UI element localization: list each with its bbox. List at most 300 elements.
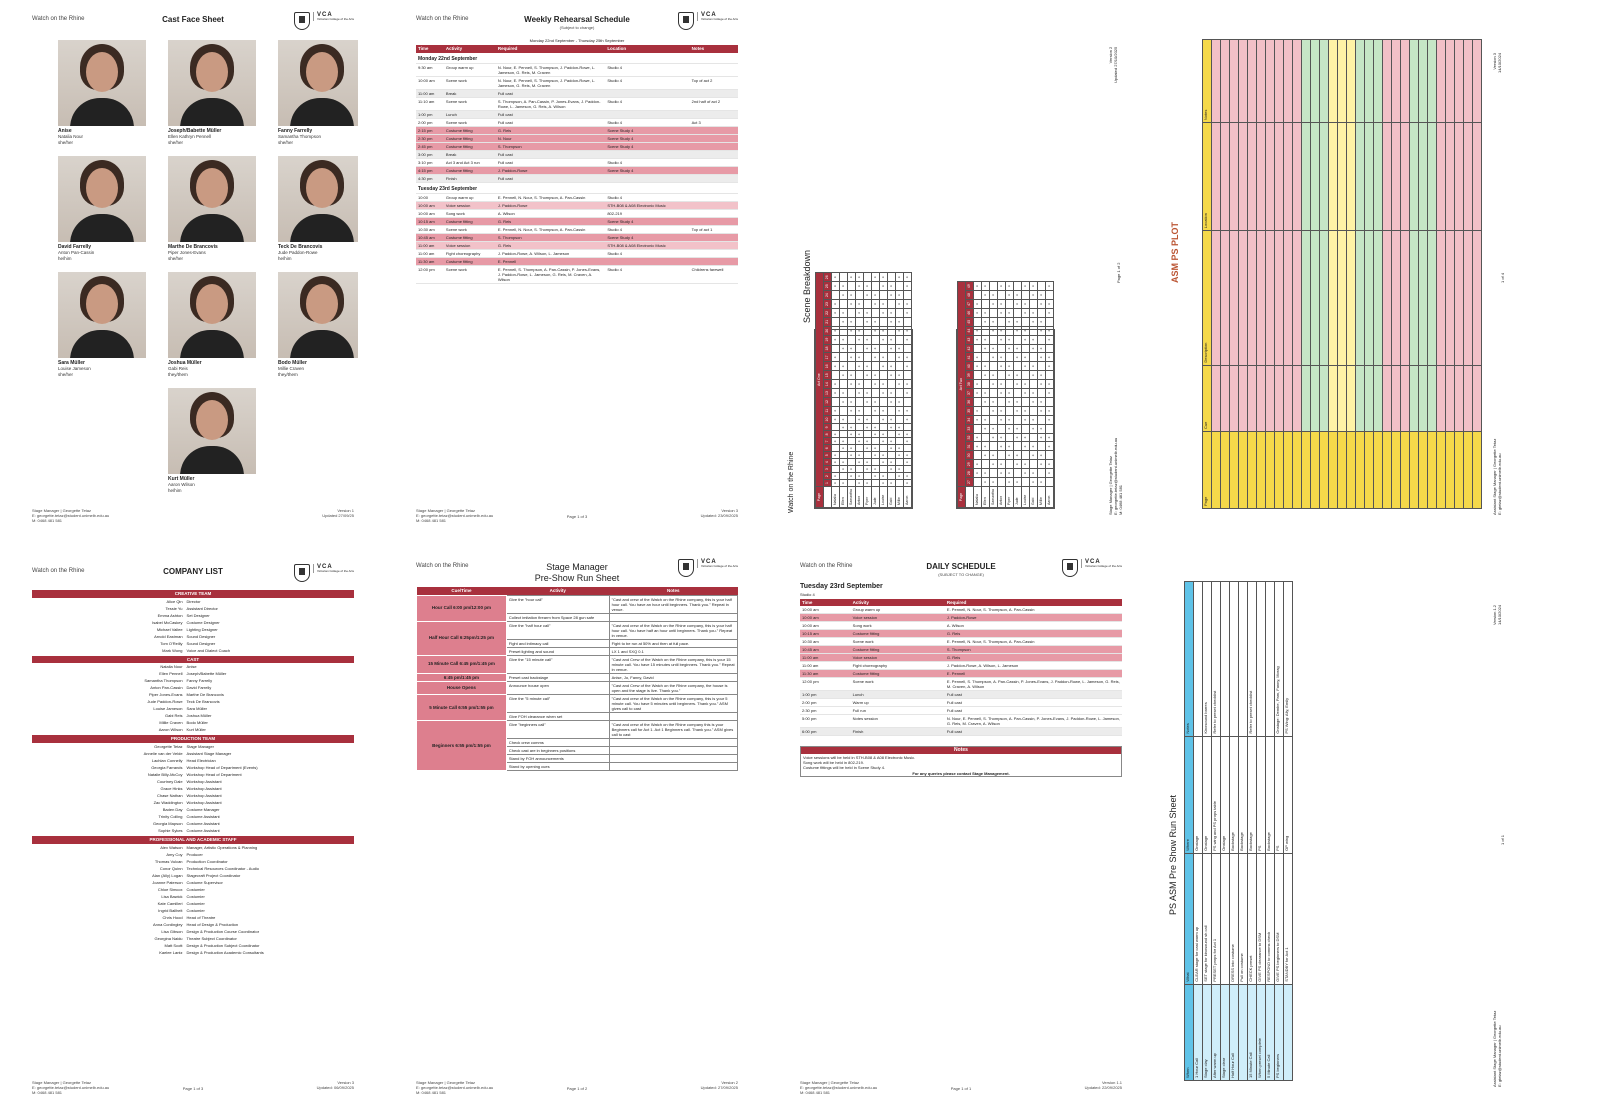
cast-name: Samantha <box>990 487 998 508</box>
table-cell: Scene Study 4 <box>605 126 689 134</box>
notes-cell: "Cast and crew of the Watch on the Rhine company, this is your half hour call. You have an hour until beginners. Thank you." Repeat in venue. <box>609 595 737 613</box>
table-cell: J. Paddon-Rowe <box>496 202 605 210</box>
scene-mark: x <box>888 317 896 326</box>
table-row <box>1329 40 1338 509</box>
table-cell: Scene Study 4 <box>605 134 689 142</box>
scene-mark: x <box>832 473 840 480</box>
scene-mark <box>864 406 872 415</box>
person-role: Head of Design & Production <box>186 921 239 927</box>
list-item <box>32 900 354 907</box>
person-name: Ellen Pennell <box>159 671 183 677</box>
pronouns: she/her <box>168 139 184 145</box>
scene-mark <box>896 362 904 371</box>
scene-row <box>1014 282 1022 508</box>
column-header: Page <box>1203 431 1212 508</box>
scene-mark <box>880 424 888 431</box>
table-cell: Song work <box>851 622 945 630</box>
person-name: Lachlan Connelly <box>151 757 183 763</box>
table-cell: Costume fitting <box>851 646 945 654</box>
scene-mark: x <box>832 415 840 424</box>
notes-cell <box>609 763 737 771</box>
cast-name: Anton <box>856 487 864 508</box>
scene-mark <box>856 398 864 407</box>
scene-mark: x <box>990 291 998 300</box>
scene-mark: x <box>872 353 880 362</box>
scene-mark <box>848 335 856 344</box>
table-cell <box>1302 123 1311 231</box>
table-cell: Act 3 <box>690 118 738 126</box>
scene-mark: x <box>904 353 912 362</box>
table-row <box>1266 40 1275 509</box>
scene-mark: x <box>880 326 888 335</box>
table-cell <box>1410 40 1419 123</box>
table-cell <box>1464 123 1473 231</box>
scene-mark: x <box>888 459 896 466</box>
table-row <box>1221 40 1230 509</box>
scene-mark: x <box>848 445 856 452</box>
scene-mark: x <box>856 308 864 317</box>
scene-mark: x <box>1014 451 1022 460</box>
scene-mark: x <box>1030 397 1038 406</box>
table-cell <box>1257 40 1266 123</box>
page-number: 44 <box>966 326 974 335</box>
scene-mark: x <box>1022 282 1030 291</box>
scene-mark: x <box>888 424 896 431</box>
table-row <box>1257 582 1266 1081</box>
scene-row <box>888 273 896 508</box>
table-cell <box>1419 431 1428 508</box>
scene-mark <box>982 460 990 469</box>
scene-mark <box>1006 326 1014 335</box>
table-row <box>800 606 1122 614</box>
table-cell <box>1239 40 1248 123</box>
table-cell: E. Pennell, N. Nour, S. Thompson, A. Pan-Cassin <box>945 606 1122 614</box>
scene-mark: x <box>856 389 864 398</box>
table-cell: 10:00 am <box>416 76 444 89</box>
scene-mark <box>998 424 1006 433</box>
table-cell <box>690 174 738 182</box>
table-cell <box>1212 365 1221 431</box>
table-cell: Childrens farewell <box>690 266 738 284</box>
scene-mark: x <box>974 389 982 398</box>
table-cell: G. Reis <box>945 654 1122 662</box>
scene-mark: x <box>1030 308 1038 317</box>
person-name: Kaelee Lantz <box>159 949 183 955</box>
table-cell <box>690 250 738 258</box>
scene-mark <box>1038 469 1046 478</box>
cast-name: Millie <box>1038 487 1046 508</box>
scene-mark: x <box>896 300 904 309</box>
cast-name: Aaron <box>904 487 912 508</box>
table-row <box>800 662 1122 670</box>
table-cell <box>1248 365 1257 431</box>
page-number: 5 <box>824 452 832 459</box>
person-role: Head of Theatre <box>186 914 216 920</box>
table-row <box>416 234 738 242</box>
table-cell <box>1410 431 1419 508</box>
scene-mark <box>888 273 896 282</box>
table-cell <box>1401 365 1410 431</box>
table-cell: 10:00 am <box>800 606 851 614</box>
person-name: Isabel McCaskey <box>152 619 183 625</box>
table-row <box>800 678 1122 691</box>
table-cell: 11:30 am <box>416 258 444 266</box>
scene-mark: x <box>888 308 896 317</box>
scene-mark: x <box>974 380 982 389</box>
footer-contact: Stage Manager | Georgette Tetaz E: georgette.tetaz@student.unimelb.edu.au M: 0468 481 581 <box>800 1080 878 1095</box>
person-name: Georgia Farrands <box>151 764 183 770</box>
scene-mark: x <box>832 480 840 487</box>
scene-mark <box>1038 308 1046 317</box>
page-number: 49 <box>966 282 974 291</box>
scene-row <box>982 282 990 508</box>
person-name: Jude Paddon-Rowe <box>147 699 183 705</box>
list-item <box>32 907 354 914</box>
table-cell: N. Nour, E. Pennell, S. Thompson, J. Paddon-Rowe, L. Jameson, G. Reis, M. Craven <box>496 76 605 89</box>
scene-mark <box>1030 460 1038 469</box>
page-number: 46 <box>966 308 974 317</box>
table-cell <box>690 218 738 226</box>
scene-mark <box>990 442 998 451</box>
page-label: Page <box>816 487 824 508</box>
scene-mark: x <box>872 300 880 309</box>
doc-title: COMPANY LIST <box>163 567 223 576</box>
cast-name: Ellen <box>840 487 848 508</box>
scene-mark: x <box>864 415 872 424</box>
scene-mark <box>998 291 1006 300</box>
table-cell: Pull on costume <box>1239 853 1248 984</box>
scene-mark: x <box>856 452 864 459</box>
notes-cell: "Cast and Crew of the Watch on the Rhine company, the house is open and the stage is live. Thank you." <box>609 682 737 695</box>
doc-header <box>32 564 354 588</box>
scene-mark: x <box>990 433 998 442</box>
scene-mark: x <box>896 317 904 326</box>
person-name: Anton Pan-Cassin <box>150 685 183 691</box>
table-cell <box>1221 40 1230 123</box>
actor-name: Millie Craven <box>278 366 305 372</box>
table-cell <box>1320 123 1329 231</box>
scene-mark: x <box>1030 415 1038 424</box>
person-name: Zac Waddington <box>153 799 183 805</box>
table-cell <box>1401 40 1410 123</box>
scene-mark: x <box>1030 371 1038 380</box>
scene-mark <box>998 344 1006 353</box>
page-number: 24 <box>824 291 832 300</box>
scene-mark: x <box>896 353 904 362</box>
table-row <box>416 89 738 97</box>
list-item <box>32 893 354 900</box>
person-role: Costume Designer <box>186 619 220 625</box>
table-cell: Act 3 and Act 3 run <box>444 158 496 166</box>
table-cell: Scene work <box>444 97 496 110</box>
list-item <box>32 827 354 834</box>
table-cell: Fight choreography <box>444 250 496 258</box>
person-role: Set Designer <box>186 612 210 618</box>
person-role: Workshop Assistant <box>186 792 222 798</box>
scene-mark: x <box>832 273 840 282</box>
table-cell <box>1239 984 1248 1080</box>
scene-mark: x <box>872 406 880 415</box>
scene-mark: x <box>1014 380 1022 389</box>
scene-mark: x <box>1022 353 1030 362</box>
table-cell <box>1284 231 1293 365</box>
scene-mark: x <box>1030 424 1038 433</box>
page-number: 3 <box>824 466 832 473</box>
activity-cell: Announce house open <box>506 682 609 695</box>
scene-mark <box>880 291 888 300</box>
table-cell <box>1392 431 1401 508</box>
scene-mark <box>840 380 848 389</box>
person-name: Baden Day <box>162 806 183 812</box>
table-cell <box>1320 231 1329 365</box>
table-cell <box>690 110 738 118</box>
person-name: Alan (Ally) Logan <box>152 872 183 878</box>
scene-mark: x <box>832 431 840 438</box>
table-cell <box>1356 365 1365 431</box>
person-name: Chloe Simcox <box>157 886 183 892</box>
scene-mark <box>880 317 888 326</box>
page-number: 8 <box>824 431 832 438</box>
headshot-photo <box>58 272 146 358</box>
section-header: CREATIVE TEAM <box>32 590 354 598</box>
scene-mark <box>990 335 998 344</box>
page-number: 25 <box>824 282 832 291</box>
scene-mark: x <box>896 398 904 407</box>
table-cell: Scene work <box>851 678 945 691</box>
scene-mark: x <box>1038 344 1046 353</box>
list-item <box>32 705 354 712</box>
scene-mark: x <box>990 371 998 380</box>
table-cell: 10:00 am <box>416 210 444 218</box>
scene-mark <box>1022 478 1030 487</box>
scene-mark: x <box>1022 460 1030 469</box>
scene-mark: x <box>990 397 998 406</box>
footer-page: 1 of 4 <box>1500 272 1505 283</box>
table-cell <box>1374 365 1383 431</box>
table-cell: E. Pennell <box>496 258 605 266</box>
headshot-photo <box>168 40 256 126</box>
pronouns: he/him <box>168 487 182 493</box>
scene-mark: x <box>904 431 912 438</box>
list-item <box>32 879 354 886</box>
scene-mark: x <box>872 344 880 353</box>
page-number: 28 <box>966 469 974 478</box>
scene-mark: x <box>1030 282 1038 291</box>
table-cell: 4:15 pm <box>416 166 444 174</box>
table-cell <box>605 150 689 158</box>
list-item <box>32 806 354 813</box>
table-cell: Costume fitting <box>851 630 945 638</box>
scene-mark <box>1038 335 1046 344</box>
scene-mark: x <box>998 380 1006 389</box>
table-cell: Onstage: Dembe, Pam, Fanny, Morag <box>1275 582 1284 737</box>
table-cell <box>1248 431 1257 508</box>
scene-mark: x <box>856 459 864 466</box>
scene-mark <box>888 380 896 389</box>
column-header: Activity <box>506 587 609 595</box>
page-number: 33 <box>966 424 974 433</box>
page-number: 4 <box>824 459 832 466</box>
act-label: Act One <box>816 273 824 487</box>
person-name: Kate Camilleri <box>157 900 183 906</box>
table-cell <box>1374 431 1383 508</box>
table-cell: CLEAR stage for cast warm up <box>1194 853 1203 984</box>
scene-mark: x <box>990 317 998 326</box>
table-row <box>416 226 738 234</box>
scene-mark: x <box>864 362 872 371</box>
scene-mark: x <box>832 438 840 445</box>
table-cell: Scene Study 4 <box>605 166 689 174</box>
scene-mark <box>864 326 872 335</box>
scene-mark: x <box>880 335 888 344</box>
table-cell: 11:10 am <box>416 97 444 110</box>
notes-cell: "Cast and crew of the Watch on the Rhine company this is your Beginners call for Act 1. Act 1 Beginners call. Thank you." ASM gives call to cast <box>609 721 737 739</box>
scene-mark <box>880 344 888 353</box>
scene-mark: x <box>1030 451 1038 460</box>
table-row <box>416 218 738 226</box>
table-row <box>1428 40 1437 509</box>
scene-mark: x <box>840 308 848 317</box>
page-number: 29 <box>966 460 974 469</box>
table-row <box>416 63 738 76</box>
activity-cell: Give the "5 minute call" <box>506 695 609 713</box>
cast-card <box>168 40 262 152</box>
table-cell: Scene work <box>444 118 496 126</box>
pronouns: he/him <box>58 255 72 261</box>
company-list-doc <box>28 560 358 1100</box>
table-row <box>1275 582 1284 1081</box>
scene-mark: x <box>848 380 856 389</box>
scene-mark: x <box>1046 433 1054 442</box>
table-row <box>416 166 738 174</box>
scene-mark: x <box>840 335 848 344</box>
scene-mark: x <box>1046 460 1054 469</box>
ps-plot-table <box>1202 39 1482 509</box>
table-cell: 12:00 pm <box>800 678 851 691</box>
table-cell: Studio 4 <box>605 63 689 76</box>
table-cell <box>1239 123 1248 231</box>
table-cell: PS <box>1275 736 1284 853</box>
scene-mark: x <box>998 442 1006 451</box>
table-cell: 5:00 pm <box>800 715 851 728</box>
person-role: Manager, Artistic Operations & Planning <box>186 844 258 850</box>
doc-title: ASM PS PLOT <box>1170 221 1180 283</box>
column-header: Activity <box>444 45 496 53</box>
table-row <box>1473 40 1482 509</box>
table-cell: Costume fitting <box>444 234 496 242</box>
scene-mark: x <box>982 362 990 371</box>
vca-logo: VCA Victorian College of the Arts <box>697 12 738 21</box>
table-cell: E. Pennell, S. Thompson, A. Pan-Cassin, P. Jones-Evans, J. Paddon-Rowe, L. Jameson, G. Reis, M. Craven, A. Wilson <box>945 678 1122 691</box>
scene-mark: x <box>832 362 840 371</box>
person-name: Georgia Mapson <box>152 820 183 826</box>
scene-mark: x <box>1038 353 1046 362</box>
table-cell <box>1275 365 1284 431</box>
scene-mark: x <box>888 438 896 445</box>
scene-mark: x <box>982 308 990 317</box>
table-cell <box>1266 40 1275 123</box>
doc-title: PS ASM Pre Show Run Sheet <box>1168 794 1178 915</box>
table-cell <box>1230 365 1239 431</box>
scene-mark <box>848 415 856 424</box>
scene-mark: x <box>880 438 888 445</box>
table-cell <box>1284 123 1293 231</box>
list-item <box>32 921 354 928</box>
table-cell: Scene Study 4 <box>605 218 689 226</box>
scene-mark: x <box>990 424 998 433</box>
scene-mark: x <box>1014 433 1022 442</box>
table-cell <box>1284 40 1293 123</box>
table-cell: 11:00 am <box>416 242 444 250</box>
table-cell <box>1302 40 1311 123</box>
table-cell <box>1230 40 1239 123</box>
list-item <box>32 872 354 879</box>
scene-mark <box>864 300 872 309</box>
scene-mark <box>990 389 998 398</box>
table-cell: 10:00 am <box>416 202 444 210</box>
scene-mark <box>1014 389 1022 398</box>
scene-mark: x <box>888 371 896 380</box>
person-role: Anise <box>186 664 197 670</box>
footer-version: Version 2 Updated 27/10/2025 <box>1108 46 1118 83</box>
cast-name: Natalia <box>832 487 840 508</box>
column-header: Where <box>1185 736 1194 853</box>
character-name: Joshua Müller <box>168 360 202 366</box>
list-item <box>32 726 354 733</box>
scene-mark: x <box>1006 317 1014 326</box>
doc-footer <box>416 508 738 524</box>
list-item <box>32 670 354 677</box>
page-number: 42 <box>966 344 974 353</box>
table-cell: Fight choreography <box>851 662 945 670</box>
actor-name: Gabi Reis <box>168 366 188 372</box>
scene-mark <box>896 415 904 424</box>
list-item <box>32 820 354 827</box>
table-cell <box>1311 431 1320 508</box>
person-role: Workshop Assistant <box>186 799 222 805</box>
footer-version: Version 1.2 14/10/2024 <box>1492 604 1502 625</box>
person-role: Marthe De Brancovis <box>186 692 224 698</box>
person-name: Thomas Vulcan <box>154 858 183 864</box>
scene-mark: x <box>1006 344 1014 353</box>
scene-mark: x <box>1030 442 1038 451</box>
activity-cell: Check crew comms <box>506 739 609 747</box>
person-role: Producer <box>186 851 203 857</box>
table-cell: 2:00 pm <box>800 699 851 707</box>
table-cell: J. Paddon-Rowe, A. Wilson, L. Jameson <box>496 250 605 258</box>
table-row <box>417 621 738 639</box>
scene-mark <box>904 445 912 452</box>
person-name: Conor Quinn <box>159 865 183 871</box>
table-cell <box>1293 231 1302 365</box>
footer-version: Version 3 Updated: 23/09/2025 <box>700 508 738 518</box>
person-role: Theatre Subject Coordinator <box>186 935 237 941</box>
footer-page: Page 1 of 3 <box>566 514 588 519</box>
person-name: Emma Ashton <box>157 612 183 618</box>
table-cell: S. Thompson <box>496 142 605 150</box>
scene-mark: x <box>1046 308 1054 317</box>
cast-name: Piper <box>1006 487 1014 508</box>
scene-mark: x <box>1038 451 1046 460</box>
scene-mark <box>990 469 998 478</box>
scene-mark: x <box>974 300 982 309</box>
asm-run-table <box>1184 581 1293 1081</box>
scene-mark: x <box>982 469 990 478</box>
scene-mark: x <box>1038 397 1046 406</box>
scene-mark <box>888 300 896 309</box>
scene-mark: x <box>832 308 840 317</box>
scene-mark: x <box>888 362 896 371</box>
